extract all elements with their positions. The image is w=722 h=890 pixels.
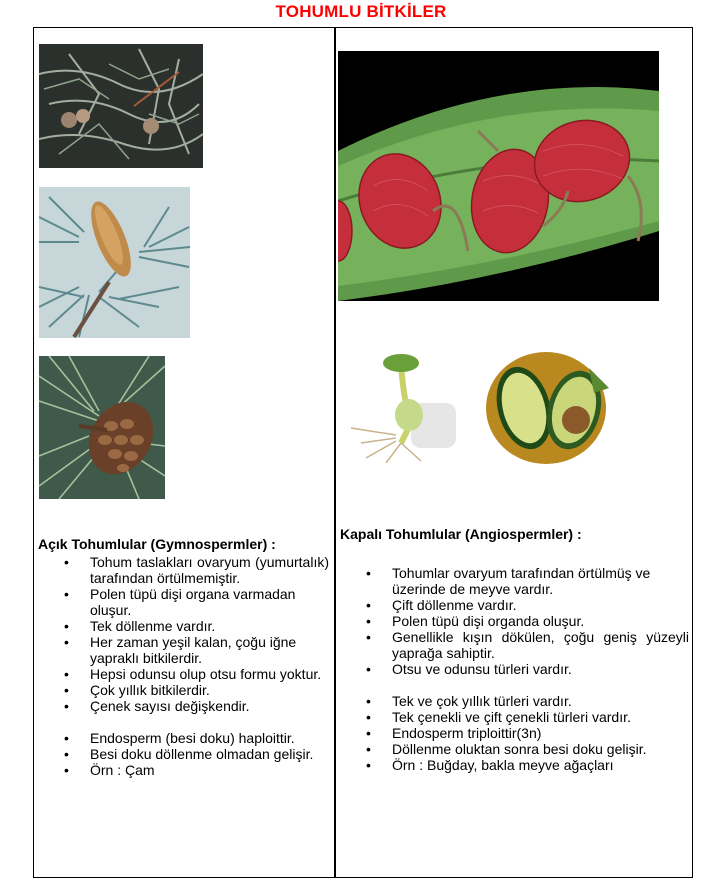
pine-cone-photo bbox=[39, 356, 165, 499]
list-item: • Tek döllenme vardır. bbox=[38, 618, 329, 634]
comparison-table bbox=[33, 27, 693, 878]
page-title: TOHUMLU BİTKİLER bbox=[275, 2, 447, 21]
list-item: • Her zaman yeşil kalan, çoğu iğne yapraklı bitkilerdir. bbox=[38, 634, 329, 666]
angiosperm-list bbox=[340, 565, 689, 773]
cedar-cone-photo bbox=[39, 187, 190, 338]
list-item: • Çift döllenme vardır. bbox=[340, 597, 689, 613]
list-item: • Örn : Buğday, bakla meyve ağaçları bbox=[340, 757, 689, 773]
gymnosperm-list bbox=[38, 554, 329, 778]
list-item: • Tohumlar ovaryum tarafından örtülmüş ve üzerinde de meyve vardır. bbox=[340, 565, 689, 597]
cypress-branch-photo bbox=[39, 44, 203, 168]
list-item: • Tek çenekli ve çift çenekli türleri vardır. bbox=[340, 709, 689, 725]
list-item: • Örn : Çam bbox=[38, 762, 329, 778]
list-item: • Polen tüpü dişi organda oluşur. bbox=[340, 613, 689, 629]
list-item: • Tek ve çok yıllık türleri vardır. bbox=[340, 693, 689, 709]
list-item: • Endosperm (besi doku) haploittir. bbox=[38, 730, 329, 746]
list-item: • Besi doku döllenme olmadan gelişir. bbox=[38, 746, 329, 762]
gymnosperm-heading: Açık Tohumlular (Gymnospermler) : bbox=[38, 536, 276, 552]
list-item: • Çenek sayısı değişkendir. bbox=[38, 698, 329, 714]
list-spacer bbox=[340, 677, 689, 693]
list-item: • Polen tüpü dişi organa varmadan oluşur. bbox=[38, 586, 329, 618]
avocado-photo bbox=[484, 348, 609, 466]
seeds-in-pod-photo bbox=[338, 51, 659, 301]
column-divider bbox=[334, 28, 336, 877]
germinating-seed-photo bbox=[341, 343, 461, 463]
list-item: • Tohum taslakları ovaryum (yumurtalık) tarafından örtülmemiştir. bbox=[38, 554, 329, 586]
list-item: • Endosperm triploittir(3n) bbox=[340, 725, 689, 741]
angiosperm-heading: Kapalı Tohumlular (Angiospermler) : bbox=[340, 526, 582, 542]
list-item: • Çok yıllık bitkilerdir. bbox=[38, 682, 329, 698]
list-item: • Genellikle kışın dökülen, çoğu geniş yüzeyli yaprağa sahiptir. bbox=[340, 629, 689, 661]
list-item: • Otsu ve odunsu türleri vardır. bbox=[340, 661, 689, 677]
list-item: • Hepsi odunsu olup otsu formu yoktur. bbox=[38, 666, 329, 682]
list-spacer bbox=[38, 714, 329, 730]
list-item: • Döllenme oluktan sonra besi doku gelişir. bbox=[340, 741, 689, 757]
